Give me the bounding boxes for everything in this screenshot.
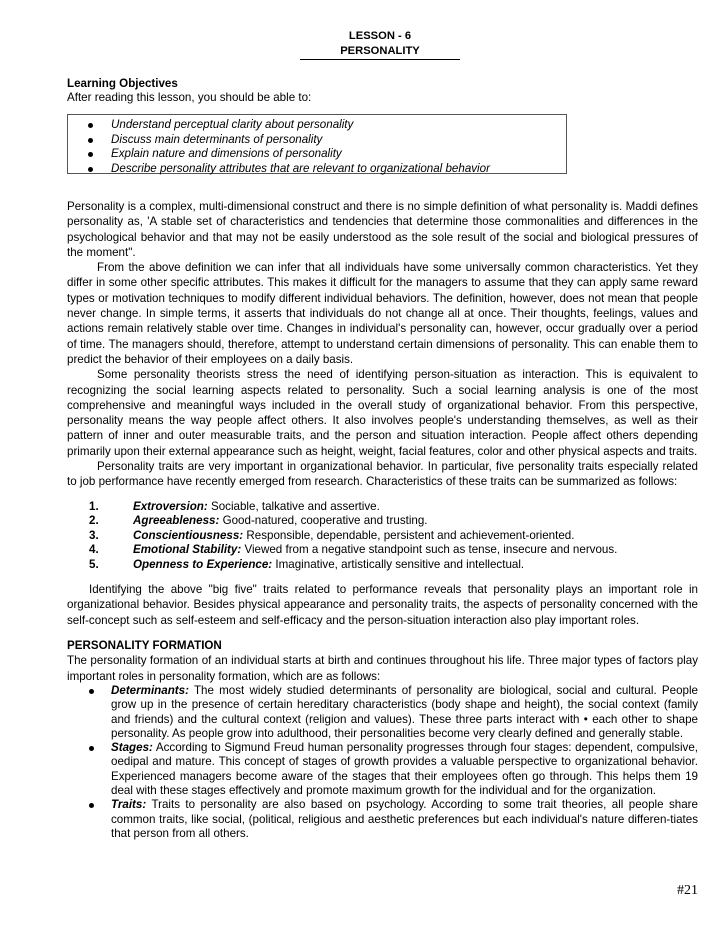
list-item: Determinants: The most widely studied determinants of personality are biological, social and cultural. People grow up in the presence of certain hereditary characteristics (body shape and height), the social context (family and friends) and the cultural context (religion and values). These three parts interact with • each other to shape personality. As people grow into adulthood, their personalities become very clearly defined and generally stable.: [67, 684, 698, 741]
paragraph: Personality is a complex, multi-dimensional construct and there is no simple definition of what personality is. Maddi defines personality as, 'A stable set of characteristics and tendencies that determine those commonalities and differences in the psychological behavior and that may not be easily understood as the sole result of the social and biological pressures of the moment".: [67, 200, 698, 259]
lesson-header: [300, 29, 460, 60]
section-heading: PERSONALITY FORMATION: [67, 639, 222, 653]
list-item: Explain nature and dimensions of personality: [68, 147, 566, 162]
bullet-icon: [88, 167, 93, 172]
list-item: Traits: Traits to personality are also based on psychology. According to some trait theories, all people share common traits, like social, (political, religious and aesthetic preferences but each individual's nature differen-tiates that person from all others.: [67, 798, 698, 841]
bullet-icon: [89, 689, 94, 694]
formation-factors-list: [67, 684, 698, 841]
paragraph: Identifying the above "big five" traits related to performance reveals that personality plays an important role in organizational behavior. Besides physical appearance and personality traits, the aspects of personality concerned with the self-concept such as self-esteem and self-efficacy and the person-situation interaction also play important roles.: [67, 583, 698, 627]
paragraph: From the above definition we can infer that all individuals have some universally common characteristics. Yet they differ in some other specific attributes. This makes it difficult for the managers to assume that they can apply same reward types or motivation techniques to modify different individual behaviors. The definition, however, does not mean that people never change. In simple terms, it asserts that individuals do not change all at once. Their thoughts, feelings, values and actions remain relatively stable over time. Changes in individual's personality can, however, occur gradually over a period of time. The managers should, therefore, attempt to understand certain dimensions of personality. This can enable them to predict the behavior of their employees on a daily basis.: [67, 261, 698, 366]
learning-objectives-heading: Learning Objectives: [67, 77, 178, 90]
bullet-icon: [88, 123, 93, 128]
bullet-icon: [89, 803, 94, 808]
bullet-icon: [88, 152, 93, 157]
body-text: [67, 199, 698, 841]
lesson-number: LESSON - 6: [348, 30, 412, 42]
big-five-traits-list: [67, 500, 698, 573]
lesson-title: PERSONALITY: [340, 45, 420, 57]
list-item: 2. Agreeableness: Good-natured, cooperative and trusting.: [89, 514, 428, 528]
list-item: Discuss main determinants of personality: [68, 133, 566, 148]
objectives-list: [68, 118, 566, 176]
list-item: Understand perceptual clarity about personality: [68, 118, 566, 133]
paragraph: The personality formation of an individual starts at birth and continues throughout his life. Three major types of factors play important roles in personality formation, which are as follows:: [67, 654, 698, 683]
list-item: 1. Extroversion: Sociable, talkative and assertive.: [89, 499, 380, 513]
bullet-icon: [89, 746, 94, 751]
list-item: Describe personality attributes that are relevant to organizational behavior: [68, 162, 566, 177]
paragraph: Some personality theorists stress the need of identifying person-situation as interaction. This is equivalent to recognizing the social learning aspects related to personality. Such a social learning analysis is one of the most comprehensive and meaningful ways included in the overall study of organizational behavior. From this perspective, personality means the way people affect others. It also involves people's understanding themselves, as well as their pattern of inner and outer measurable traits, and the person and situation interaction. People affect others depending primarily upon their external appearance such as height, weight, facial features, color and other physical aspects and traits.: [67, 368, 698, 458]
page-number: #21: [677, 883, 698, 898]
list-item: 5. Openness to Experience: Imaginative, artistically sensitive and intellectual.: [89, 557, 525, 571]
paragraph: Personality traits are very important in organizational behavior. In particular, five personality traits especially related to job performance have recently emerged from research. Characteristics of these traits can be summarized as follows:: [67, 460, 698, 489]
list-item: 3. Conscientiousness: Responsible, dependable, persistent and achievement-oriented.: [89, 528, 575, 542]
bullet-icon: [88, 138, 93, 143]
learning-objectives-intro: After reading this lesson, you should be able to:: [67, 91, 312, 104]
list-item: 4. Emotional Stability: Viewed from a negative standpoint such as tense, insecure and nervous.: [89, 543, 618, 557]
list-item: Stages: According to Sigmund Freud human personality progresses through four stages: dependent, compulsive, oedipal and mature. This concept of stages of growth provides a valuable perspective to organizational behavior. Experienced managers become aware of the stages that their employees often go through. This helps them 19 deal with these stages effectively and promote maximum growth for the individual and for the organization.: [67, 741, 698, 798]
objectives-box: [67, 114, 567, 174]
